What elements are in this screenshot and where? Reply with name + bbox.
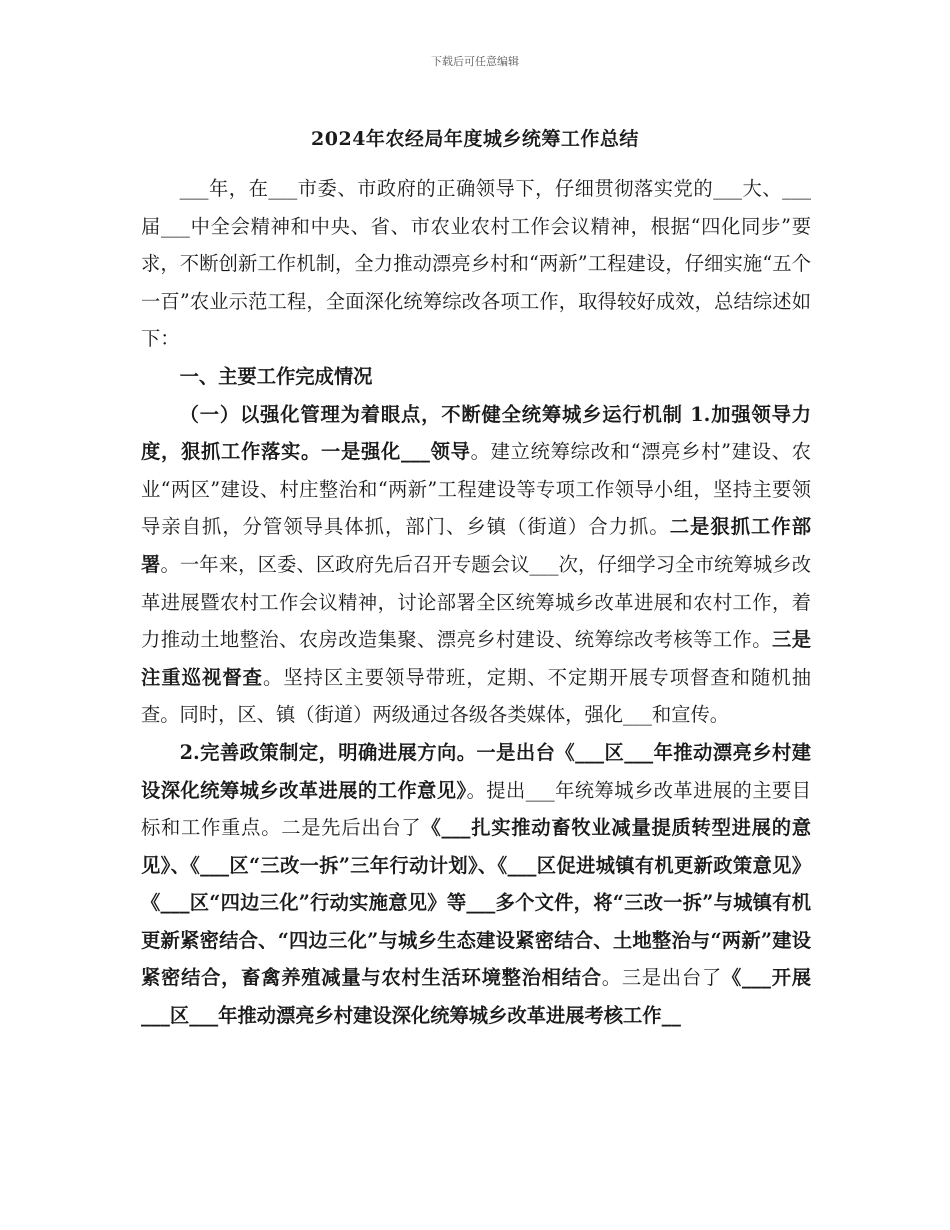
paragraph-1-text-2: 。一年来，区委、区政府先后召开专题会议___次，仔细学习全市统筹城乡改革进展暨农村工作会议精神，讨论部署全区统筹城乡改革进展和农村工作，着力推动土地整治、农房改造集聚、漂亮乡村建设、统筹综改考核等工作。	[141, 552, 812, 652]
intro-paragraph: ___年，在___市委、市政府的正确领导下，仔细贯彻落实党的___大、___届___中全会精神和中央、省、市农业农村工作会议精神，根据“四化同步”要求，不断创新工作机制，全力推动漂亮乡村和“两新”工程建设，仔细实施“五个一百”农业示范工程，全面深化统筹综改各项工作，取得较好成效，总结综述如下：	[141, 177, 811, 351]
paragraph-1-bold-lead: （一）以强化管理为着眼点，不断健全统筹城乡运行机制 1.加强领导力度，狠抓工作落实。一是强化___领导	[141, 402, 811, 464]
paragraph-2-bold-docs: 《___扎实推动畜牧业减量提质转型进展的意见》、《___区“三改一拆”三年行动计划》、《___区促进城镇有机更新政策意见》《___区“四边三化”行动实施意见》等___多个文件，将“三改一拆”与城镇有机更新紧密结合、“四边三化”与城乡生态建设紧密结合、土地整治与“两新”建设紧密结合，畜禽养殖减量与农村生活环境整治相结合	[141, 816, 812, 990]
paragraph-1	[141, 396, 811, 734]
paragraph-2-bold-tail: 《___开展___区___年推动漂亮乡村建设深化统筹城乡改革进展考核工作__	[141, 966, 812, 1028]
section-heading: 一、主要工作完成情况	[179, 364, 373, 388]
document-body	[141, 170, 811, 1035]
paragraph-2-text: 。提出___年统筹城乡改革进展的主要目标和工作重点。二是先后出台了	[141, 778, 811, 840]
paragraph-2	[141, 734, 811, 1035]
paragraph-1-text-3: 。坚持区主要领导带班，定期、不定期开展专项督查和随机抽查。同时，区、镇（街道）两级通过各级各类媒体，强化___和宣传。	[141, 665, 812, 727]
header-note: 下载后可任意编辑	[431, 55, 519, 68]
paragraph-2-bold-lead: 2.完善政策制定，明确进展方向。一是出台《___区___年推动漂亮乡村建设深化统筹城乡改革进展的工作意见》	[141, 740, 811, 802]
paragraph-1-bold-point-3: 三是注重巡视督查	[141, 628, 811, 689]
paragraph-1-bold-point-2: 二是狠抓工作部署	[141, 515, 812, 576]
document-title: 2024年农经局年度城乡统筹工作总结	[311, 128, 639, 150]
paragraph-1-text: 。建立统筹综改和“漂亮乡村”建设、农业“两区”建设、村庄整治和“两新”工程建设等专项工作领导小组，坚持主要领导亲自抓，分管领导具体抓，部门、乡镇（街道）合力抓。	[141, 440, 812, 539]
paragraph-2-text-2: 。三是出台了	[601, 966, 722, 990]
